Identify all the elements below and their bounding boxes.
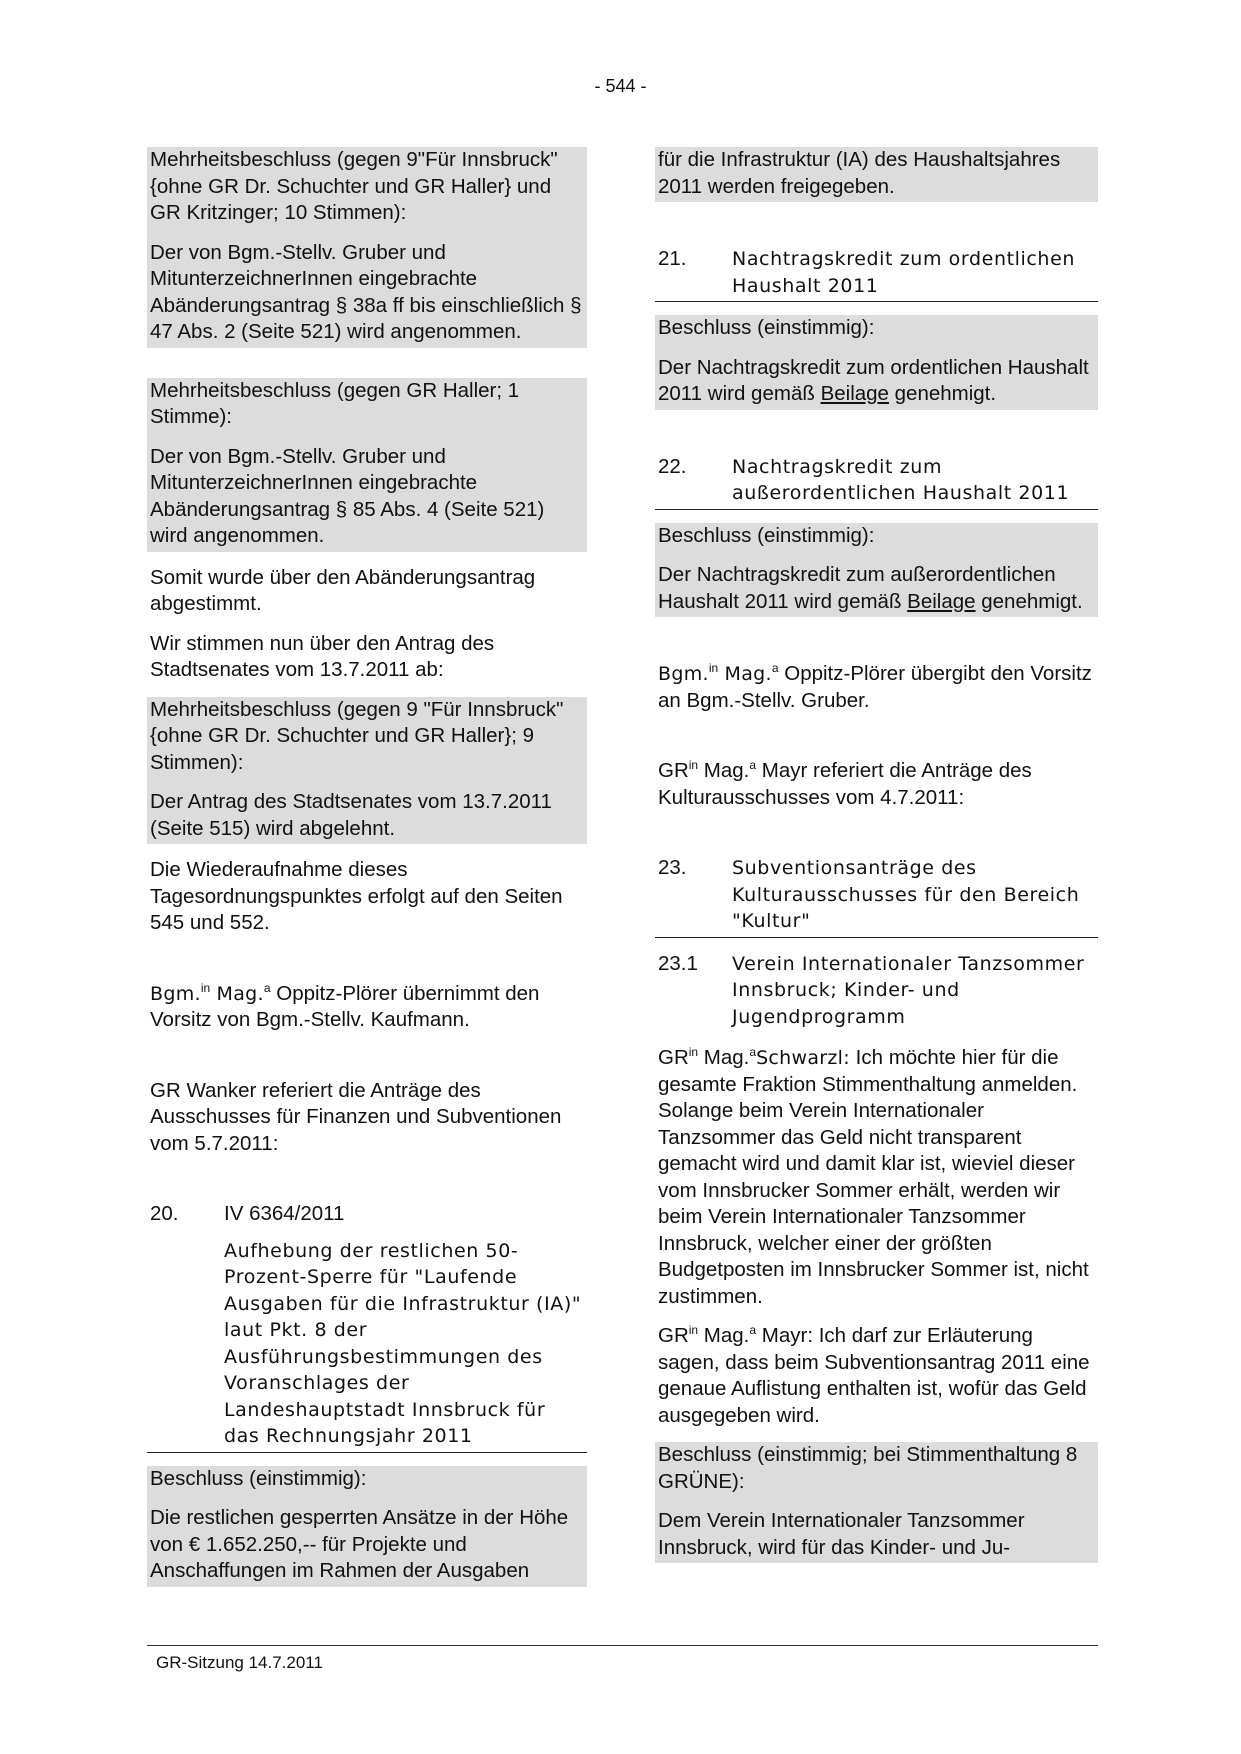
- item-title: Nachtragskredit zum außerordentlichen Haushalt 2011: [732, 455, 1070, 504]
- paragraph: Die Wiederaufnahme dieses Tagesordnungspunktes erfolgt auf den Seiten 545 und 552.: [150, 858, 563, 934]
- speech: $GR^{in}$ Mag.$^a$Schwarzl: Ich möchte hier für die gesamte Fraktion Stimmenthaltung anmelden. Solange beim Verein Internationaler Tanzsommer das Geld nicht transparent gemacht wird und damit klar ist, wieviel dieser vom Innsbrucker Sommer erhält, werden wir beim Verein Internationaler Tanzsommer Innsbruck, welcher einer der größten Budgetposten im Innsbrucker Sommer ist, nicht zustimmen.: [658, 1045, 1089, 1308]
- resolution-body: Die restlichen gesperrten Ansätze in der Höhe von € 1.652.250,-- für Projekte und Anschaffungen im Rahmen der Ausgaben: [150, 1506, 569, 1582]
- vote-block: [147, 147, 587, 348]
- page-number: - 544 -: [594, 76, 647, 96]
- agenda-item-22: [655, 454, 1098, 510]
- item-title: Subventionsanträge des Kulturausschusses für den Bereich "Kultur": [732, 857, 1080, 932]
- vote-title: Mehrheitsbeschluss (gegen 9"Für Innsbruck" {ohne GR Dr. Schuchter und GR Haller} und GR Kritzinger; 10 Stimmen):: [150, 148, 558, 224]
- resolution-title: Beschluss (einstimmig):: [658, 523, 875, 547]
- resolution-body: Der Nachtragskredit zum außerordentlichen Haushalt 2011 wird gemäß Beilage genehmigt.: [658, 563, 1083, 613]
- resolution-continuation: [655, 147, 1098, 202]
- beilage-link[interactable]: Beilage: [820, 382, 889, 405]
- item-number: 23.: [658, 856, 687, 879]
- item-number: 23.1: [658, 951, 698, 975]
- resolution-block: [655, 1442, 1098, 1563]
- agenda-item-23-1: [655, 951, 1098, 1033]
- footer-divider: [147, 1645, 1098, 1646]
- item-number: 21.: [658, 247, 687, 270]
- vote-body: Der von Bgm.-Stellv. Gruber und MitunterzeichnerInnen eingebrachte Abänderungsantrag § 38a ff bis einschließlich § 47 Abs. 2 (Seite 521) wird angenommen.: [150, 240, 582, 343]
- speech: $GR^{in}$ Mag.$^a$ Mayr: Ich darf zur Erläuterung sagen, dass beim Subventionsantrag 2011 eine genaue Auflistung enthalten ist, wofür das Geld ausgegeben wird.: [658, 1323, 1090, 1427]
- item-title: Nachtragskredit zum ordentlichen Haushalt 2011: [732, 248, 1076, 297]
- agenda-item-20: [147, 1201, 587, 1453]
- vote-body: Der Antrag des Stadtsenates vom 13.7.2011 (Seite 515) wird abgelehnt.: [150, 790, 552, 840]
- chair-handover: Bgm.$^{in}$ Mag.$^a$ Oppitz-Plörer übernimmt den Vorsitz von Bgm.-Stellv. Kaufmann.: [150, 980, 540, 1031]
- vote-title: Mehrheitsbeschluss (gegen 9 "Für Innsbruck" {ohne GR Dr. Schuchter und GR Haller}; 9 Stimmen):: [150, 697, 564, 774]
- vote-block: [147, 697, 587, 845]
- resolution-title: Beschluss (einstimmig):: [658, 316, 875, 339]
- resolution-title: Beschluss (einstimmig; bei Stimmenthaltung 8 GRÜNE):: [658, 1443, 1078, 1493]
- item-number: 20.: [150, 1202, 179, 1225]
- paragraph: Somit wurde über den Abänderungsantrag abgestimmt.: [150, 565, 536, 615]
- resolution-body: Dem Verein Internationaler Tanzsommer Innsbruck, wird für das Kinder- und Ju-: [658, 1509, 1025, 1559]
- report-intro: $GR^{in}$ Mag.$^a$ Mayr referiert die Anträge des Kulturausschusses vom 4.7.2011:: [658, 758, 1032, 809]
- left-column: [147, 147, 587, 1587]
- resolution-body: Der Nachtragskredit zum ordentlichen Haushalt 2011 wird gemäß Beilage genehmigt.: [658, 355, 1089, 405]
- resolution-block: [655, 523, 1098, 618]
- resolution-title: Beschluss (einstimmig):: [150, 1466, 367, 1490]
- chair-handover: Bgm.$^{in}$ Mag.$^a$ Oppitz-Plörer übergibt den Vorsitz an Bgm.-Stellv. Gruber.: [658, 661, 1092, 712]
- item-number: 22.: [658, 454, 687, 478]
- item-title: Verein Internationaler Tanzsommer Innsbruck; Kinder- und Jugendprogramm: [732, 952, 1085, 1028]
- item-reference: IV 6364/2011: [224, 1202, 345, 1225]
- vote-title: Mehrheitsbeschluss (gegen GR Haller; 1 Stimme):: [150, 378, 520, 428]
- resolution-body: für die Infrastruktur (IA) des Haushaltsjahres 2011 werden freigegeben.: [658, 148, 1061, 198]
- resolution-block: [655, 315, 1098, 410]
- paragraph: Wir stimmen nun über den Antrag des Stadtsenates vom 13.7.2011 ab:: [150, 631, 495, 681]
- vote-block: [147, 378, 587, 552]
- vote-body: Der von Bgm.-Stellv. Gruber und MitunterzeichnerInnen eingebrachte Abänderungsantrag § 85 Abs. 4 (Seite 521) wird angenommen.: [150, 444, 545, 547]
- resolution-block: [147, 1466, 587, 1587]
- item-title: Aufhebung der restlichen 50-Prozent-Sperre für "Laufende Ausgaben für die Infrastruktur (IA)" laut Pkt. 8 der Ausführungsbestimmungen des Voranschlages der Landeshauptstadt Innsbruck für das Rechnungsjahr 2011: [224, 1239, 582, 1447]
- report-intro: GR Wanker referiert die Anträge des Ausschusses für Finanzen und Subventionen vom 5.7.2011:: [150, 1078, 562, 1155]
- right-column: [655, 147, 1098, 1563]
- beilage-link[interactable]: Beilage: [907, 589, 976, 613]
- agenda-item-21: [655, 246, 1098, 302]
- agenda-item-23: [655, 855, 1098, 938]
- footer-session: GR-Sitzung 14.7.2011: [156, 1653, 323, 1672]
